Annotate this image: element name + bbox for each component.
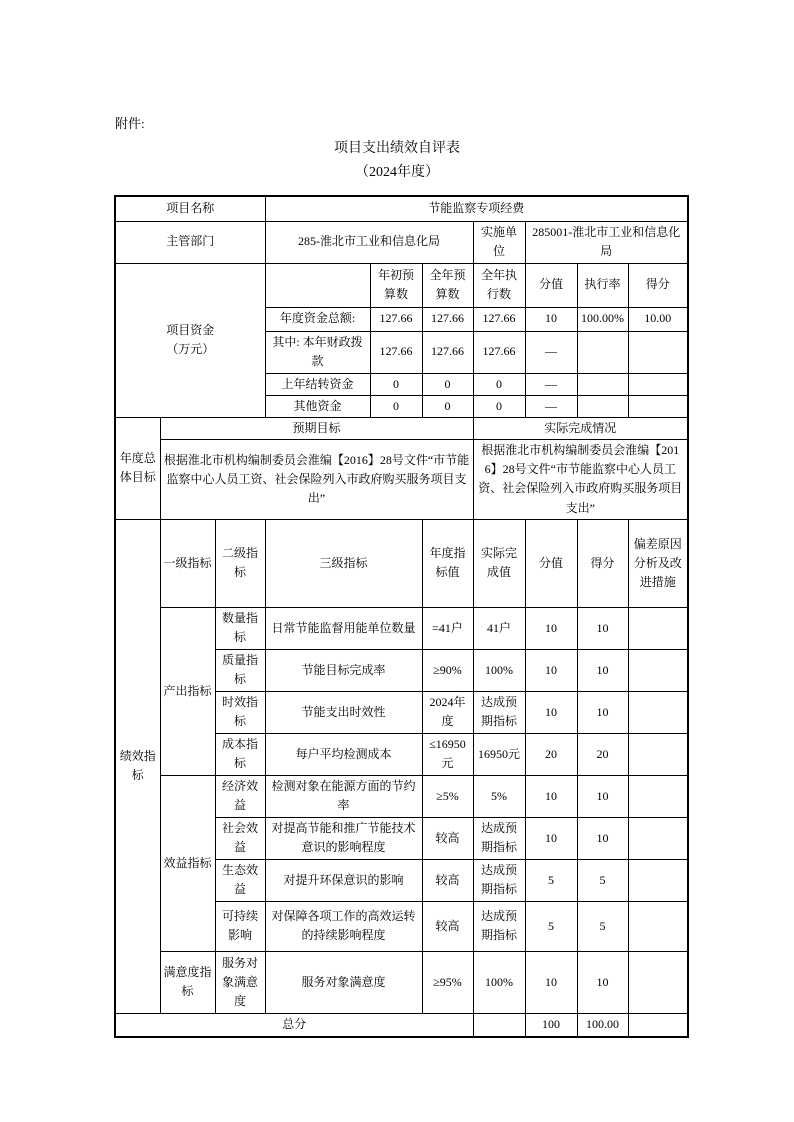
indicator-header-level2: 二级指标 (215, 519, 265, 607)
indicator-score: 5 (577, 859, 628, 901)
indicator-deviation (628, 607, 688, 649)
attachment-label: 附件: (115, 116, 145, 131)
funds-score (628, 373, 688, 395)
indicator-level2: 经济效益 (215, 775, 265, 817)
funds-row-label: 其中: 本年财政拨款 (265, 331, 370, 373)
funds-header-annual-budget: 全年预算数 (422, 263, 473, 307)
indicator-deviation (628, 859, 688, 901)
impl-unit-label: 实施单位 (473, 221, 525, 263)
indicator-level3: 检测对象在能源方面的节约率 (265, 775, 422, 817)
actual-goal-header: 实际完成情况 (473, 417, 688, 439)
document-subtitle: （2024年度） (355, 165, 439, 180)
indicator-header-actual: 实际完成值 (473, 519, 525, 607)
funds-score-value: — (525, 395, 577, 417)
funds-score-value: — (525, 331, 577, 373)
indicator-actual: 100% (473, 951, 525, 1013)
funds-row-label: 其他资金 (265, 395, 370, 417)
funds-header-score: 得分 (628, 263, 688, 307)
indicator-level1: 产出指标 (160, 607, 215, 775)
indicator-row (115, 607, 688, 649)
indicator-target: =41户 (422, 607, 473, 649)
funds-initial: 0 (370, 373, 422, 395)
indicator-header-level3: 三级指标 (265, 519, 422, 607)
indicator-deviation (628, 901, 688, 951)
indicator-score: 10 (577, 607, 628, 649)
funds-score-value: — (525, 373, 577, 395)
funds-section-label (115, 263, 265, 417)
indicator-level3: 每户平均检测成本 (265, 733, 422, 775)
indicator-score-value: 10 (525, 817, 577, 859)
funds-annual: 127.66 (422, 331, 473, 373)
funds-header-blank (265, 263, 370, 307)
indicator-level3: 对提高节能和推广节能技术意识的影响程度 (265, 817, 422, 859)
funds-header-row (115, 263, 688, 307)
funds-executed: 0 (473, 373, 525, 395)
indicator-score: 10 (577, 951, 628, 1013)
indicator-score-value: 10 (525, 649, 577, 691)
project-name-value: 节能监察专项经费 (265, 196, 688, 221)
annual-goal-label: 年度总体目标 (115, 417, 160, 519)
expected-goal-text: 根据淮北市机构编制委员会淮编【2016】28号文件“市节能监察中心人员工资、社会保险列入市政府购买服务项目支出” (160, 440, 473, 520)
project-name-row (115, 196, 688, 221)
total-score-value: 100 (525, 1013, 577, 1037)
indicator-level3: 日常节能监督用能单位数量 (265, 607, 422, 649)
indicator-level3: 节能目标完成率 (265, 649, 422, 691)
indicator-header-score-value: 分值 (525, 519, 577, 607)
indicator-score: 10 (577, 649, 628, 691)
indicator-level2: 时效指标 (215, 691, 265, 733)
indicator-score-value: 10 (525, 691, 577, 733)
indicator-level2: 质量指标 (215, 649, 265, 691)
funds-header-exec-rate: 执行率 (577, 263, 628, 307)
funds-header-executed: 全年执行数 (473, 263, 525, 307)
total-row (115, 1013, 688, 1037)
funds-score: 10.00 (628, 307, 688, 331)
indicator-deviation (628, 691, 688, 733)
indicator-score: 20 (577, 733, 628, 775)
indicator-deviation (628, 951, 688, 1013)
funds-executed: 127.66 (473, 331, 525, 373)
indicator-score-value: 5 (525, 859, 577, 901)
indicator-header-deviation: 偏差原因分析及改进措施 (628, 519, 688, 607)
indicator-level2: 社会效益 (215, 817, 265, 859)
indicator-score-value: 10 (525, 951, 577, 1013)
indicator-level2: 成本指标 (215, 733, 265, 775)
funds-header-score-value: 分值 (525, 263, 577, 307)
indicator-actual: 5% (473, 775, 525, 817)
indicator-score-value: 10 (525, 607, 577, 649)
indicator-header-target: 年度指标值 (422, 519, 473, 607)
indicator-target: 较高 (422, 859, 473, 901)
funds-initial: 127.66 (370, 307, 422, 331)
dept-label: 主管部门 (115, 221, 265, 263)
indicator-deviation (628, 775, 688, 817)
funds-exec-rate (577, 331, 628, 373)
funds-row-label: 上年结转资金 (265, 373, 370, 395)
total-deviation (628, 1013, 688, 1037)
funds-exec-rate: 100.00% (577, 307, 628, 331)
indicator-header-score: 得分 (577, 519, 628, 607)
funds-annual: 0 (422, 373, 473, 395)
funds-initial: 0 (370, 395, 422, 417)
indicator-header-row (115, 519, 688, 607)
funds-executed: 127.66 (473, 307, 525, 331)
total-score: 100.00 (577, 1013, 628, 1037)
indicator-header-level1: 一级指标 (160, 519, 215, 607)
indicator-deviation (628, 733, 688, 775)
document-title: 项目支出绩效自评表 (334, 141, 460, 156)
indicator-level1: 满意度指标 (160, 951, 215, 1013)
indicator-level3: 对保障各项工作的高效运转的持续影响程度 (265, 901, 422, 951)
self-evaluation-table (114, 195, 689, 1038)
indicator-score: 10 (577, 775, 628, 817)
funds-annual: 0 (422, 395, 473, 417)
funds-label-line2: （万元） (166, 342, 215, 357)
department-row (115, 221, 688, 263)
indicator-actual: 达成预期指标 (473, 901, 525, 951)
indicator-target: ≥5% (422, 775, 473, 817)
funds-initial: 127.66 (370, 331, 422, 373)
indicator-deviation (628, 817, 688, 859)
funds-exec-rate (577, 395, 628, 417)
indicator-score-value: 10 (525, 775, 577, 817)
indicator-target: 较高 (422, 901, 473, 951)
indicator-target: ≥95% (422, 951, 473, 1013)
impl-unit-value: 285001-淮北市工业和信息化局 (525, 221, 688, 263)
indicators-section-label: 绩效指标 (115, 519, 160, 1013)
indicator-score: 5 (577, 901, 628, 951)
indicator-actual: 41户 (473, 607, 525, 649)
total-actual (473, 1013, 525, 1037)
goal-header-row (115, 417, 688, 439)
indicator-level3: 对提升环保意识的影响 (265, 859, 422, 901)
indicator-score: 10 (577, 691, 628, 733)
indicator-level2: 数量指标 (215, 607, 265, 649)
indicator-target: ≥90% (422, 649, 473, 691)
project-name-label: 项目名称 (115, 196, 265, 221)
indicator-level1: 效益指标 (160, 775, 215, 951)
funds-row-label: 年度资金总额: (265, 307, 370, 331)
funds-header-initial-budget: 年初预算数 (370, 263, 422, 307)
indicator-actual: 达成预期指标 (473, 817, 525, 859)
indicator-actual: 16950元 (473, 733, 525, 775)
indicator-row (115, 775, 688, 817)
funds-exec-rate (577, 373, 628, 395)
indicator-target: 较高 (422, 817, 473, 859)
indicator-level2: 可持续影响 (215, 901, 265, 951)
goal-content-row (115, 440, 688, 520)
indicator-actual: 达成预期指标 (473, 859, 525, 901)
indicator-level3: 节能支出时效性 (265, 691, 422, 733)
indicator-level2: 生态效益 (215, 859, 265, 901)
funds-executed: 0 (473, 395, 525, 417)
indicator-score-value: 5 (525, 901, 577, 951)
indicator-actual: 100% (473, 649, 525, 691)
indicator-row (115, 951, 688, 1013)
dept-value: 285-淮北市工业和信息化局 (265, 221, 473, 263)
actual-goal-text: 根据淮北市机构编制委员会淮编【2016】28号文件“市节能监察中心人员工资、社会保险列入市政府购买服务项目支出” (473, 440, 688, 520)
expected-goal-header: 预期目标 (160, 417, 473, 439)
funds-annual: 127.66 (422, 307, 473, 331)
indicator-deviation (628, 649, 688, 691)
indicator-target: ≤16950元 (422, 733, 473, 775)
indicator-actual: 达成预期指标 (473, 691, 525, 733)
funds-score (628, 395, 688, 417)
funds-score-value: 10 (525, 307, 577, 331)
indicator-level3: 服务对象满意度 (265, 951, 422, 1013)
indicator-score: 10 (577, 817, 628, 859)
total-label: 总分 (115, 1013, 473, 1037)
indicator-level2: 服务对象满意度 (215, 951, 265, 1013)
funds-score (628, 331, 688, 373)
indicator-score-value: 20 (525, 733, 577, 775)
funds-label-line1: 项目资金 (166, 323, 215, 337)
indicator-target: 2024年度 (422, 691, 473, 733)
